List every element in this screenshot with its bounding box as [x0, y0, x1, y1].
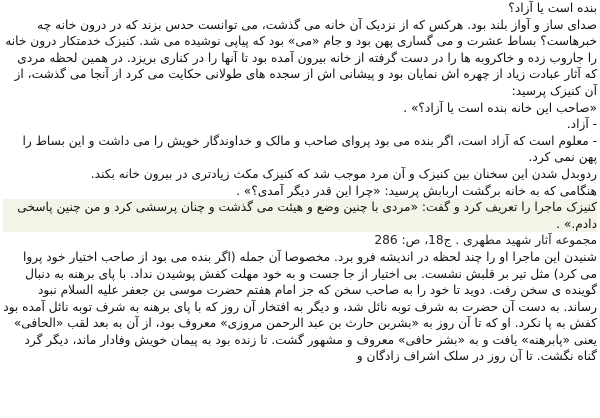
page-reference: مجموعه آثار شهید مطهری . ج18، ص: 286 [374, 233, 597, 248]
paragraph-master-question: هنگامی که به خانه برگشت اربابش پرسید: «چرا این قدر دیگر آمدی؟» . [236, 183, 597, 198]
paragraph-maid-account: کنیزک ماجرا را تعریف کرد و گفت: «مردی با چنین وضع و هیئت می گذشت و چنان پرسشی کرد و من چنین پاسخی دادم.» . [3, 199, 597, 232]
paragraph-question: «صاحب این خانه بنده است یا آزاد؟» . [403, 100, 597, 115]
paragraph-answer: - آزاد. [566, 117, 597, 132]
paragraph-reply: - معلوم است که آزاد است، اگر بنده می بود پروای صاحب و مالک و خداوندگار خویش را می داشت و این بساط را پهن نمی کرد. [22, 133, 597, 165]
document-body [3, 0, 597, 365]
paragraph-delay: ردوبدل شدن این سخنان بین کنیزک و آن مرد موجب شد که کنیزک مکث زیادتری در بیرون خانه بکند. [90, 166, 597, 181]
paragraph-story-intro: صدای ساز و آواز بلند بود. هرکس که از نزدیک آن خانه می گذشت، می توانست حدس بزند که در درون خانه چه خبرهاست؟ بساط عشرت و می گساری پهن بود و جام «می» بود که پیاپی نوشیده می شد. کنیزک خدمتکار درون خانه را جاروب زده و خاکروبه ها را در دست گرفته از خانه بیرون آمده بود تا آنها را در کناری بریزد. در همین لحظه مردی که آثار عبادت زیاد از چهره اش نمایان بود و پیشانی اش از سجده های طولانی حکایت می کرد از آنجا می گذشت، از آن کنیزک پرسید: [5, 17, 597, 98]
paragraph-title: بنده است یا آزاد؟ [508, 1, 597, 15]
paragraph-repentance: شنیدن این ماجرا او را چند لحظه در اندیشه فرو برد. مخصوصا آن جمله (اگر بنده می بود از صاحب اختیار خود پروا می کرد) مثل تیر بر قلبش نشست. بی اختیار از جا جست و به خود مهلت کفش پوشیدن نداد. با پای برهنه به دنبال گوینده ی سخن رفت. دوید تا خود را به صاحب سخن که جز امام هفتم حضرت موسی بن جعفر علیه السلام نبود رساند. به دست آن حضرت به شرف توبه نائل شد، و دیگر به افتخار آن روز که با پای برهنه به شرف توبه نائل آمده بود کفش به پا نکرد. او که تا آن روز به «بشربن حارث بن عبد الرحمن مروزی» معروف بود، از آن به بعد لقب «الحافی» یعنی «پابرهنه» یافت و به «بشر حافی» معروف و مشهور گشت. تا زنده بود به پیمان خویش وفادار ماند، دیگر گرد گناه نگشت. تا آن روز در سلک اشراف زادگان و [3, 249, 597, 364]
